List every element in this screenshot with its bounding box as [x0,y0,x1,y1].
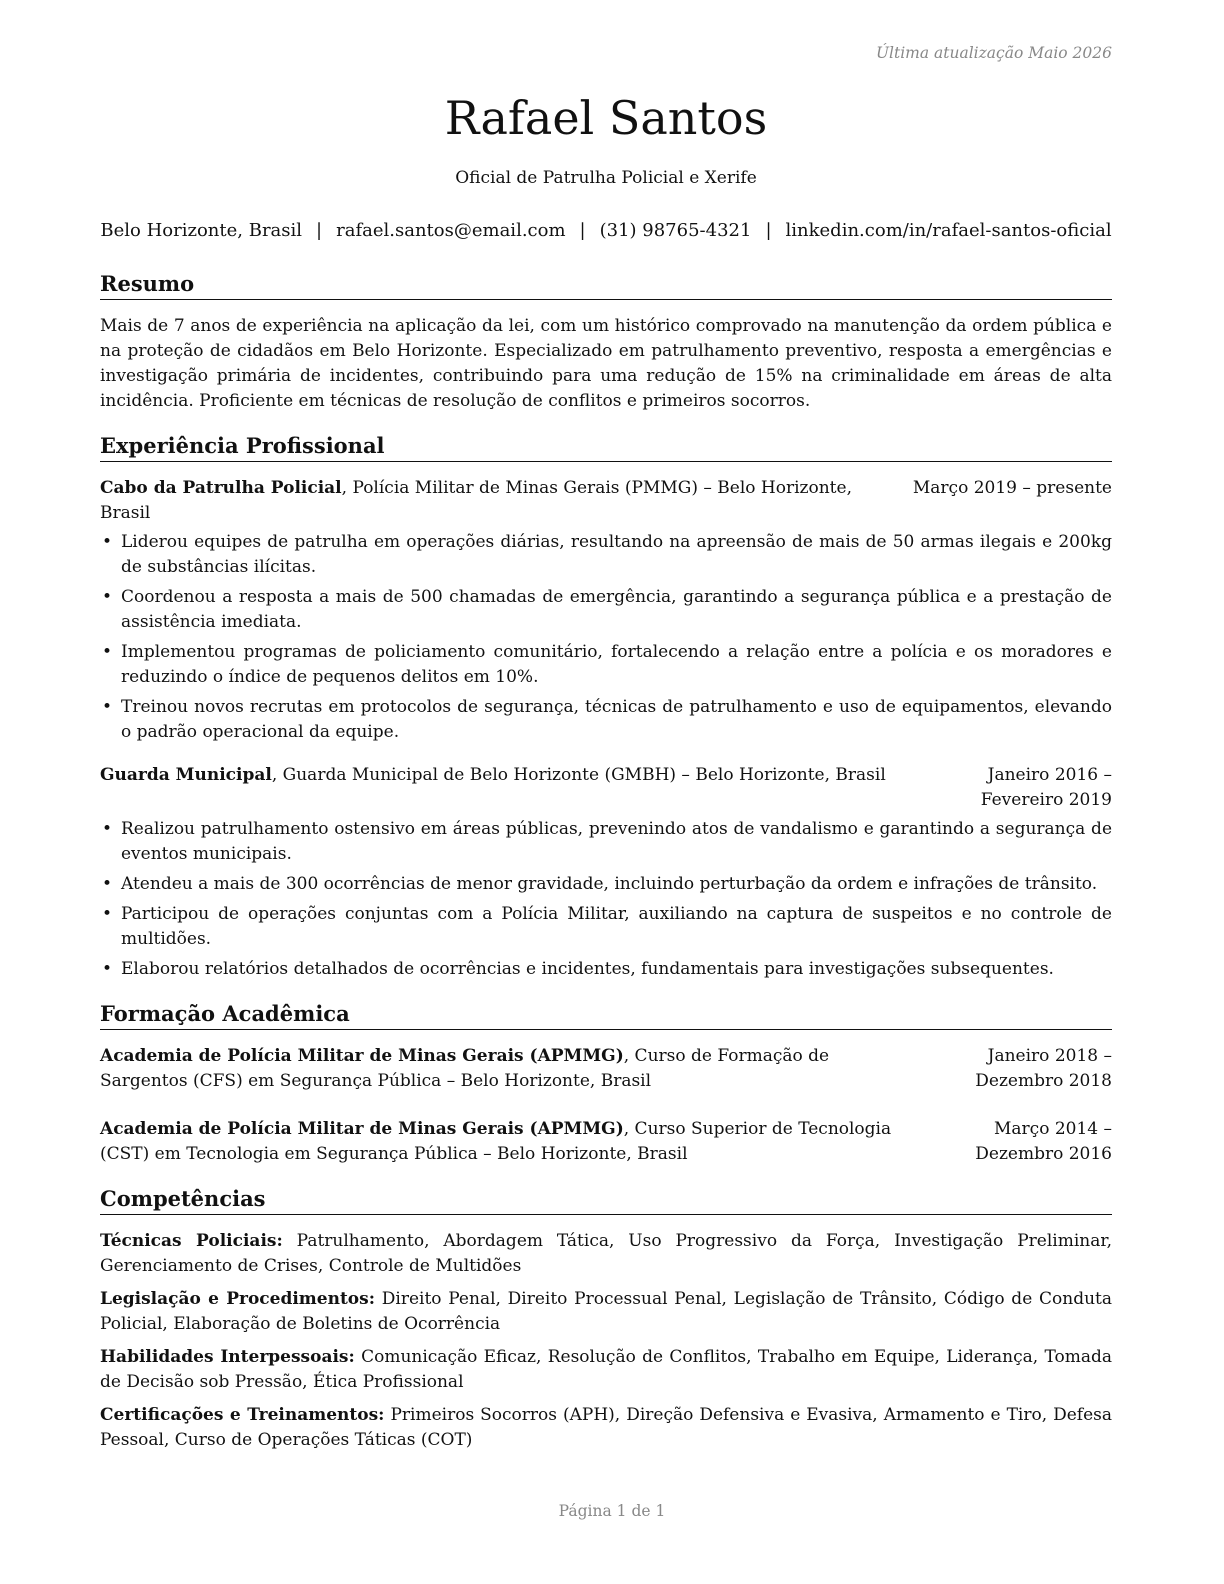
contact-linkedin[interactable]: linkedin.com/in/rafael-santos-oficial [785,220,1112,241]
bullet-text: Atendeu a mais de 300 ocorrências de menor gravidade, incluindo perturbação da ordem e infrações de trânsito. [121,874,1098,894]
bullet-icon: • [102,959,113,979]
section-title-skills: Competências [100,1185,1112,1215]
job-entry [100,763,1112,982]
section-title-education: Formação Acadêmica [100,1000,1112,1030]
list-item [100,530,1112,580]
contact-line [86,220,1126,241]
education-entry [100,1117,1112,1167]
job-header [100,476,1112,526]
skill-text: Comunicação Eficaz, Resolução de Conflitos, Trabalho em Equipe, Liderança, Tomada de Decisão sob Pressão, Ética Profissional [100,1347,1112,1392]
skill-label: Habilidades Interpessoais: [100,1347,355,1367]
summary-section [100,270,1112,414]
job-bullets [100,530,1112,745]
skill-text: Primeiros Socorros (APH), Direção Defensiva e Evasiva, Armamento e Tiro, Defesa Pessoal, Curso de Operações Táticas (COT) [100,1405,1113,1450]
skill-text: Patrulhamento, Abordagem Tática, Uso Progressivo da Força, Investigação Preliminar, Gerenciamento de Crises, Controle de Multidões [100,1231,1113,1276]
education-school: Academia de Polícia Militar de Minas Gerais (APMMG) [100,1119,624,1139]
list-item [100,585,1112,635]
skill-group [100,1345,1112,1395]
job-organization: , Polícia Militar de Minas Gerais (PMMG) – Belo Horizonte, Brasil [100,478,852,523]
education-entry [100,1044,1112,1094]
bullet-text: Elaborou relatórios detalhados de ocorrências e incidentes, fundamentais para investigações subsequentes. [121,959,1054,979]
contact-phone: (31) 98765-4321 [599,220,752,241]
bullet-icon: • [102,532,113,552]
section-title-summary: Resumo [100,270,1112,300]
job-role: Cabo da Patrulha Policial [100,478,342,498]
bullet-icon: • [102,819,113,839]
education-course: , Curso Superior de Tecnologia (CST) em Tecnologia em Segurança Pública – Belo Horizonte, Brasil [100,1119,892,1164]
skill-text: Direito Penal, Direito Processual Penal, Legislação de Trânsito, Código de Conduta Policial, Elaboração de Boletins de Ocorrência [100,1289,1112,1334]
skill-label: Certificações e Treinamentos: [100,1405,385,1425]
bullet-icon: • [102,587,113,607]
skill-label: Técnicas Policiais: [100,1231,283,1251]
last-updated: Última atualização Maio 2026 [875,44,1112,62]
education-dates: Janeiro 2018 – Dezembro 2018 [975,1046,1112,1091]
bullet-icon: • [102,697,113,717]
list-item [100,957,1112,982]
skill-group [100,1229,1112,1279]
contact-separator: | [316,220,323,241]
job-dates: Janeiro 2016 – Fevereiro 2019 [980,765,1112,810]
experience-section [100,432,1112,982]
bullet-icon: • [102,904,113,924]
contact-location: Belo Horizonte, Brasil [100,220,303,241]
contact-separator: | [765,220,772,241]
skill-group [100,1403,1112,1453]
bullet-text: Coordenou a resposta a mais de 500 chamadas de emergência, garantindo a segurança pública e a prestação de assistência imediata. [121,587,1112,632]
education-course: , Curso de Formação de Sargentos (CFS) em Segurança Pública – Belo Horizonte, Brasil [100,1046,830,1091]
job-organization: , Guarda Municipal de Belo Horizonte (GMBH) – Belo Horizonte, Brasil [271,765,886,785]
contact-separator: | [579,220,586,241]
list-item [100,695,1112,745]
bullet-text: Participou de operações conjuntas com a Polícia Militar, auxiliando na captura de suspeitos e no controle de multidões. [121,904,1112,949]
bullet-icon: • [102,874,113,894]
resume-content [100,270,1112,1461]
contact-email[interactable]: rafael.santos@email.com [336,220,566,241]
job-entry [100,476,1112,745]
list-item [100,640,1112,690]
candidate-title: Oficial de Patrulha Policial e Xerife [455,168,757,188]
bullet-text: Treinou novos recrutas em protocolos de segurança, técnicas de patrulhamento e uso de equipamentos, elevando o padrão operacional da equipe. [121,697,1112,742]
job-dates: Março 2019 – presente [912,478,1112,498]
education-dates: Março 2014 – Dezembro 2016 [975,1119,1112,1164]
skills-section [100,1185,1112,1453]
skill-label: Legislação e Procedimentos: [100,1289,375,1309]
candidate-name: Rafael Santos [444,91,768,145]
skill-group [100,1287,1112,1337]
job-role: Guarda Municipal [100,765,272,785]
summary-text: Mais de 7 anos de experiência na aplicação da lei, com um histórico comprovado na manutenção da ordem pública e na proteção de cidadãos em Belo Horizonte. Especializado em patrulhamento preventivo, resposta a emergências e investigação primária de incidentes, contribuindo para uma redução de 15% na criminalidade em áreas de alta incidência. Proficiente em técnicas de resolução de conflitos e primeiros socorros. [100,316,1112,411]
education-school: Academia de Polícia Militar de Minas Gerais (APMMG) [100,1046,624,1066]
page-number: Página 1 de 1 [558,1502,666,1520]
bullet-text: Realizou patrulhamento ostensivo em áreas públicas, prevenindo atos de vandalismo e garantindo a segurança de eventos municipais. [121,819,1112,864]
education-section [100,1000,1112,1167]
job-header [100,763,1112,813]
job-bullets [100,817,1112,982]
bullet-text: Liderou equipes de patrulha em operações diárias, resultando na apreensão de mais de 50 armas ilegais e 200kg de substâncias ilícitas. [121,532,1112,577]
bullet-text: Implementou programas de policiamento comunitário, fortalecendo a relação entre a polícia e os moradores e reduzindo o índice de pequenos delitos em 10%. [121,642,1112,687]
list-item [100,902,1112,952]
list-item [100,817,1112,867]
section-title-experience: Experiência Profissional [100,432,1112,462]
list-item [100,872,1112,897]
bullet-icon: • [102,642,113,662]
